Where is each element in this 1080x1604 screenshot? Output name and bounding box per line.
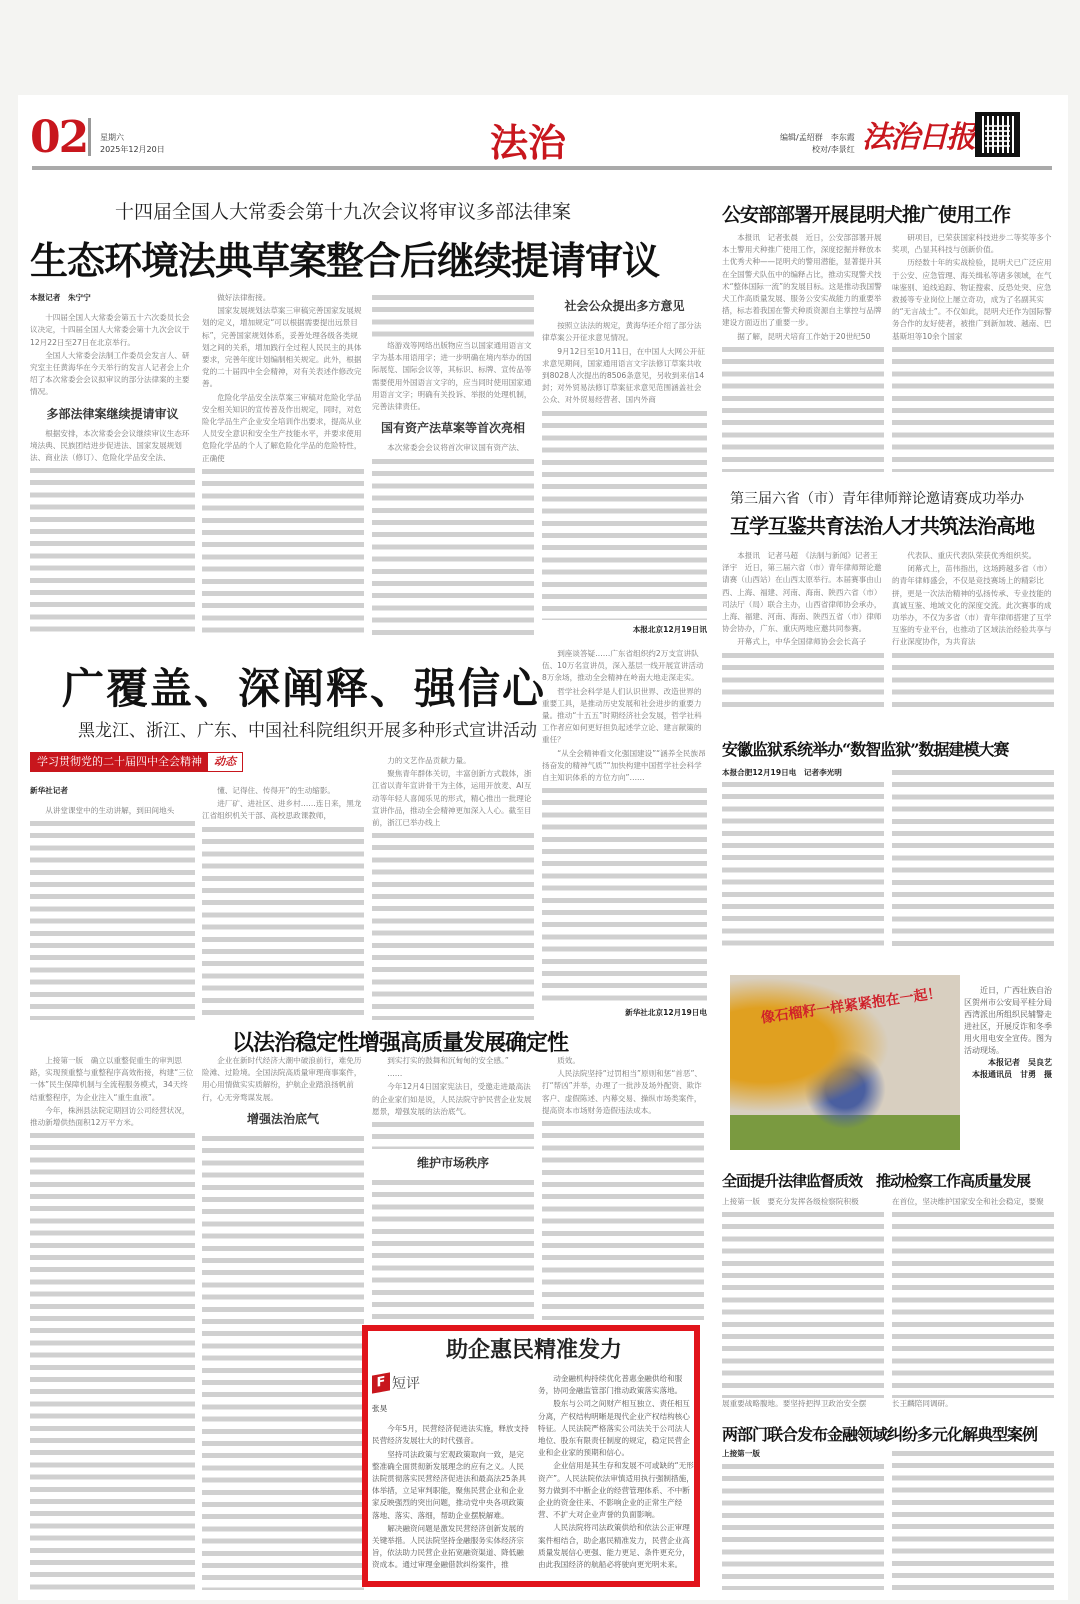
weekday: 星期六 bbox=[100, 133, 124, 142]
commentary-col-2 bbox=[538, 1373, 696, 1581]
text-continued bbox=[892, 650, 1054, 710]
paragraph: 长王麟陪同调研。 bbox=[892, 1398, 953, 1408]
subheading: 多部法律案继续提请审议 bbox=[46, 406, 179, 421]
finance-headline: 两部门联合发布金融领域纠纷多元化解典型案例 bbox=[722, 1425, 1038, 1444]
badge-text: 学习贯彻党的二十届四中全会精神 bbox=[31, 753, 208, 771]
paragraph: 动金融机构持续优化普惠金融供给和服务，协同金融监管部门推动政策落实落地。 bbox=[538, 1374, 683, 1396]
paragraph: 危险化学品安全法草案三审稿对危险化学品安全相关知识的宣传普及作出规定，同时，对危险化学品生产企业安全培训作出要求，提高从业人员安全意识和安全生产技能水平，并要求使用危险化学品的个人了解危险化学品的危险特性，正确使 bbox=[202, 392, 362, 463]
study-badge bbox=[30, 752, 243, 772]
section-title: 法治 bbox=[490, 120, 567, 165]
stability-col-4 bbox=[542, 1055, 704, 1320]
text-continued bbox=[542, 785, 707, 1003]
credits bbox=[780, 132, 855, 156]
paragraph: 人民法院将司法政策供给和依法公正审理案件相结合，助企惠民精准发力，民营企业高质量发展信心更强、能力更足、条件更充分，由此我国经济的航船必将驶向更光明未来。 bbox=[538, 1523, 690, 1570]
byline: 新华社记者 bbox=[30, 786, 68, 795]
paragraph: 在首位，坚决维护国家安全和社会稳定，要聚 bbox=[892, 1197, 1044, 1206]
text-continued bbox=[892, 1448, 1054, 1590]
paragraph: 本报讯 记者马超 《法制与新闻》记者王泽宇 近日，第三届六省（市）青年律师辩论邀请赛（山西站）在山西太原举行。本届赛事由山西、上海、福建、河南、海南、陕西六省（市）司法厅（局）联合主办，山西省律师协会承办，上海、福建、河南、海南、陕西五省（市）律师协会协办，广东、重庆两地应邀共同参赛。 bbox=[722, 551, 882, 634]
lawyers-kicker: 第三届六省（市）青年律师辩论邀请赛成功举办 bbox=[730, 491, 1024, 507]
byline: 张昊 bbox=[372, 1404, 388, 1413]
lead-headline: 生态环境法典草案整合后继续提请审议 bbox=[30, 239, 660, 283]
paragraph: 坚持司法政策与宏观政策取向一致，是完整准确全面贯彻新发展理念的应有之义。人民法院贯彻落实民营经济促进法和最高法25条具体举措，立足审判职能，聚焦民营企业和企业家反映强烈的突出问题，推动党中央各项政策落地、落实、落细，帮助企业摆脱解难。 bbox=[372, 1449, 526, 1520]
lawyers-col-1 bbox=[722, 550, 884, 710]
text-continued bbox=[202, 1133, 364, 1590]
paragraph: 力的文艺作品贡献力量。 bbox=[387, 756, 471, 765]
byline: 本报记者 朱宁宁 bbox=[30, 293, 91, 302]
qr-code-icon bbox=[975, 112, 1020, 157]
date: 2025年12月20日 bbox=[100, 145, 165, 154]
paragraph: 聚焦青年群体关切，丰富创新方式载体，浙江省以青年宣讲骨干为主体，运用开放麦、AI互动等年轻人喜闻乐见的形式，精心推出一批理论宣讲作品，推动全会精神更加深入人心。截至目前，浙江已举办线上 bbox=[372, 769, 532, 828]
paragraph: 全国人大常委会法制工作委员会发言人、研究室主任黄海华在今天举行的发言人记者会上介绍了本次常委会会议拟审议的部分法律案的主要情况。 bbox=[30, 350, 190, 397]
study-subtitle: 黑龙江、浙江、广东、中国社科院组织开展多种形式宣讲活动 bbox=[78, 721, 537, 741]
lead-col-3 bbox=[372, 292, 534, 637]
proofreader: 校对/李景红 bbox=[812, 145, 855, 154]
photo-caption bbox=[964, 985, 1052, 1081]
photo-banner-text: 像石榴籽一样紧紧抱在一起！ bbox=[759, 985, 943, 1027]
commentary-headline: 助企惠民精准发力 bbox=[446, 1337, 623, 1363]
paragraph: 今年5月，民营经济促进法实施，释放支持民营经济发展壮大的时代强音。 bbox=[372, 1424, 529, 1446]
text-continued bbox=[722, 1461, 884, 1590]
text-continued bbox=[372, 292, 534, 340]
subheading: 增强法治底气 bbox=[246, 1111, 319, 1126]
prison-col-1 bbox=[722, 767, 884, 947]
header-rule bbox=[32, 166, 1052, 170]
text-continued bbox=[892, 767, 1054, 947]
paragraph: 代表队、重庆代表队荣获优秀组织奖。 bbox=[907, 551, 1037, 560]
paragraph: 本报讯 记者张晨 近日，公安部部署开展本土警用犬种推广使用工作，深度挖掘并释放本土优秀犬种——昆明犬的警用潜能，显著提升其在全国警犬队伍中的编释占比，推动实现警犬技术“整体国际一流”的发展目标。这是推动我国警犬工作高质量发展、服务公安实战能力的重要举措，标志着我国在警犬种质资源自主掌控与品牌建设方面迈出了重要一步。 bbox=[722, 233, 882, 328]
paragraph: 质效。 bbox=[557, 1056, 580, 1065]
lead-col-2 bbox=[202, 292, 364, 637]
study-col-2 bbox=[202, 785, 364, 1020]
police-dog-headline: 公安部部署开展昆明犬推广使用工作 bbox=[722, 204, 1011, 226]
paragraph: 历经数十年的实战检验，昆明犬已广泛应用于公安、应急管理、海关缉私等诸多领域，在气味鉴别、追线追踪、物证搜索、反恐处突、应急救援等专业岗位上屡立奇功，成为了名副其实的“无言战士”。不仅如此，昆明犬还作为国际警务合作的友好使者，被推广到新加坡、越南、巴基斯坦等10余个国家 bbox=[892, 258, 1052, 341]
text-continued bbox=[372, 456, 534, 637]
paragraph: “从全会精神看文化强国建设”“涵养全民族昂扬奋发的精神气质”“加快构建中国哲学社会科学自主知识体系的方位方向”…… bbox=[542, 748, 706, 783]
issue-date bbox=[100, 132, 165, 156]
paragraph: 懂、记得住、传得开”的生动缩影。 bbox=[217, 786, 336, 795]
police-dog-col-2 bbox=[892, 232, 1054, 472]
commentary-tag bbox=[372, 1373, 420, 1393]
text-continued bbox=[722, 650, 884, 710]
study-col-4 bbox=[542, 648, 707, 1020]
text-continued bbox=[542, 408, 707, 620]
paragraph: 开幕式上，中华全国律师协会会长高子 bbox=[737, 637, 867, 647]
photo-credit: 本报记者 吴良艺 bbox=[988, 1058, 1052, 1067]
stability-col-3 bbox=[372, 1055, 534, 1320]
paragraph: 股东与公司之间财产相互独立、责任相互分离，产权结构明晰是现代企业产权结构核心特征。人民法院严格落实公司法关于公司法人地位、股东有限责任制度的规定，稳定民营企业和企业家的预期和信心。 bbox=[538, 1399, 690, 1458]
stability-headline: 以法治稳定性增强高质量发展确定性 bbox=[232, 1030, 569, 1056]
paper-logo: 法治日报 bbox=[862, 120, 974, 155]
study-col-3 bbox=[372, 755, 534, 1020]
text-continued bbox=[722, 1209, 884, 1398]
text-continued bbox=[202, 466, 364, 637]
text-continued bbox=[372, 1177, 534, 1320]
paragraph: 到实打实的鼓舞和沉甸甸的安全感。” bbox=[387, 1056, 509, 1065]
text-continued bbox=[202, 824, 364, 1020]
text-continued bbox=[30, 465, 195, 637]
finance-col-1 bbox=[722, 1448, 884, 1590]
commentary-col-1 bbox=[372, 1403, 530, 1581]
text-continued bbox=[722, 344, 884, 472]
subheading: 维护市场秩序 bbox=[416, 1156, 489, 1171]
paragraph: 人民法院坚持“过罚相当”原则和惩“首恶”、打“帮凶”并举，办理了一批涉及场外配资、欺诈客户、虚假陈述、内幕交易、操纵市场类案件，提高资本市场财务造假违法成本。 bbox=[542, 1069, 703, 1115]
police-dog-col-1 bbox=[722, 232, 884, 472]
procuratorate-col-2 bbox=[892, 1196, 1054, 1411]
stability-col-2 bbox=[202, 1055, 364, 1590]
subheading: 社会公众提出多方意见 bbox=[564, 299, 685, 313]
paragraph: 上接第一版 bbox=[722, 1449, 768, 1458]
lead-col-1 bbox=[30, 292, 195, 637]
paragraph: 本次常委会会议将首次审议国有资产法、 bbox=[387, 443, 524, 453]
badge-tag: 动态 bbox=[208, 753, 242, 771]
paragraph: 研项目，已荣获国家科技进步二等奖等多个奖项，凸显其科技与创新价值。 bbox=[892, 233, 1052, 255]
paragraph: 今年12月4日国家宪法日，受邀走进最高法的企业家们如是说，人民法院守护民营企业发展愿景，增强发展的法治底气。 bbox=[372, 1082, 532, 1116]
lead-kicker: 十四届全国人大常委会第十九次会议将审议多部法律案 bbox=[115, 201, 572, 223]
editors: 编辑/孟绍群 李东霞 bbox=[780, 133, 855, 142]
prison-col-2 bbox=[892, 767, 1054, 947]
paragraph: 企业信用是其生存和发展不可或缺的“无形资产”。人民法院依法审慎适用执行强制措施，努力做到不中断企业的经营管理体系、不中断企业的资金往来、不影响企业的正常生产经营、不扩大对企业声誉的负面影响。 bbox=[538, 1461, 694, 1520]
paragraph: 上接第一版 要充分发挥各级检察院积极 bbox=[722, 1197, 859, 1206]
lawyers-headline: 互学互鉴共育法治人才共筑法治高地 bbox=[730, 514, 1034, 538]
procuratorate-headline: 全面提升法律监督质效 推动检察工作高质量发展 bbox=[722, 1172, 1031, 1190]
text-continued bbox=[372, 830, 534, 1020]
finance-col-2 bbox=[892, 1448, 1054, 1590]
paragraph: 从讲堂课堂中的生动讲解，到田间地头 bbox=[45, 806, 175, 816]
lawyers-col-2 bbox=[892, 550, 1054, 710]
paragraph: 企业在新时代经济大潮中破浪前行，难免历险滩、过险境。全国法院高质量审理商事案件，用心用情做实实质解纷，护航企业踏浪扬帆前行，心无旁骛谋发展。 bbox=[202, 1056, 362, 1102]
text-continued bbox=[372, 1119, 534, 1149]
text-continued bbox=[722, 779, 884, 947]
page-number: 02 bbox=[30, 112, 88, 163]
paragraph: 进厂矿、进社区、进乡村……连日来，黑龙江省组织机关干部、高校思政课教师， bbox=[202, 799, 362, 821]
text-continued bbox=[30, 818, 195, 1020]
paragraph: 络游戏等网络出版物应当以国家通用语言文字为基本用语用字；进一步明确在境内举办的国际展览、国际会议等，其标识、标牌、宣传品等需要使用外国语言文字的，应当同时使用国家通用语言文字；明确有关投诉、举报的处理机制，完善法律责任。 bbox=[372, 341, 532, 412]
paragraph: 9月12日至10月11日，在中国人大网公开征求意见期间，国家通用语言文字法修订草案共收到8028人次提出的8506条意见，另收到来信14封；对外贸易法修订草案征求意见范围涵盖社会公众、对外贸易经营者、国内外商 bbox=[542, 346, 705, 405]
paragraph: 国家发展规划法草案三审稿完善国家发展规划的定义，增加规定“可以根据需要提出远景目标”，完善国家规划体系，妥善处理各级各类规划之间的关系，增加践行全过程人民民主的具体要求，完善年度计划编制相关规定。此外，根据党的二十届四中全会精神，对有关表述作修改完善。 bbox=[202, 306, 362, 389]
paragraph: 做好法律衔接。 bbox=[217, 293, 271, 302]
text-continued bbox=[892, 344, 1054, 472]
dateline: 本报合肥12月19日电 记者李光明 bbox=[722, 768, 842, 777]
prison-headline: 安徽监狱系统举办“数智监狱”数据建模大赛 bbox=[722, 740, 1009, 759]
photo-credit: 本报通讯员 甘勇 摄 bbox=[972, 1070, 1052, 1079]
paragraph: 解决融资问题是激发民营经济创新发展的关键举措。人民法院坚持金融服务实体经济宗旨，依法助力民营企业拓宽融资渠道、降低融资成本。通过审理金融借款纠纷案件，推 bbox=[372, 1523, 524, 1570]
paragraph: …… bbox=[387, 1069, 403, 1079]
paragraph: 哲学社会科学是人们认识世界、改造世界的重要工具，是推动历史发展和社会进步的重要力量。推动“十五五”时期经济社会发展，哲学社科工作者应如何更好担负起述学立论、建言献策的重任？ bbox=[542, 686, 702, 745]
f-logo-icon: F bbox=[372, 1372, 390, 1393]
stability-col-1 bbox=[30, 1055, 195, 1590]
paragraph: 根据安排，本次常委会会议继续审议生态环境法典、民族团结进步促进法、国家发展规划法、商业法（修订）、危险化学品安全法、 bbox=[30, 428, 190, 463]
dateline: 本报北京12月19日讯 bbox=[632, 624, 707, 634]
text-continued bbox=[542, 1118, 704, 1320]
paragraph: 闭幕式上，苗伟指出，这场跨越多省（市）的青年律师盛会，不仅是竞技赛场上的精彩比拼，更是一次法治精神的弘扬传承、专业技能的真诚互鉴、地域文化的深度交流。此次赛事的成功举办，不仅为多省（市）青年律师搭建了互学互鉴的专业平台，也推动了区域法治经验共享与行业深度协作，为共育法 bbox=[892, 564, 1052, 647]
caption-text: 近日，广西壮族自治区贺州市公安局平桂分局西湾派出所组织民辅警走进社区，开展反诈和冬季用火用电安全宣传。图为活动现场。 bbox=[964, 986, 1052, 1055]
study-col-1 bbox=[30, 785, 195, 1020]
divider bbox=[88, 118, 91, 156]
paragraph: 上接第一版 确立以重整促重生的审判思路，实现预重整与重整程序高效衔接，构建“三位一体”民生保障机制与全流程服务模式，34天终结重整程序，为企业注入“重生血液”。 bbox=[30, 1056, 194, 1102]
paragraph: 按照立法法的规定，黄海华还介绍了部分法律草案公开征求意见情况。 bbox=[542, 321, 702, 343]
text-continued bbox=[30, 1130, 195, 1590]
procuratorate-col-1 bbox=[722, 1196, 884, 1411]
paragraph: 展重要战略腹地。要坚持把捍卫政治安全摆 bbox=[722, 1398, 867, 1408]
text-continued bbox=[892, 1209, 1054, 1398]
paragraph: 据了解，昆明犬培育工作始于20世纪50 bbox=[737, 331, 871, 341]
lead-col-4 bbox=[542, 292, 707, 637]
paragraph: 今年，株洲县法院定期回访公司经营状况，推动新增供热面积12万平方米。 bbox=[30, 1105, 190, 1128]
commentary-box bbox=[362, 1325, 700, 1587]
paragraph: 十四届全国人大常委会第五十六次委员长会议决定，十四届全国人大常委会第十九次会议于12月22日至27日在北京举行。 bbox=[30, 313, 190, 347]
news-photo bbox=[730, 975, 960, 1150]
dateline: 新华社北京12月19日电 bbox=[625, 1007, 707, 1017]
paragraph: 到座谈答疑……广东省组织约2万支宣讲队伍、10万名宣讲员，深入基层一线开展宣讲活动8万余场，推动全会精神在岭南大地走深走实。 bbox=[542, 649, 704, 683]
study-headline: 广覆盖、深阐释、强信心 bbox=[62, 664, 547, 713]
tag-label: 短评 bbox=[392, 1376, 420, 1392]
subheading: 国有资产法草案等首次亮相 bbox=[380, 421, 525, 436]
